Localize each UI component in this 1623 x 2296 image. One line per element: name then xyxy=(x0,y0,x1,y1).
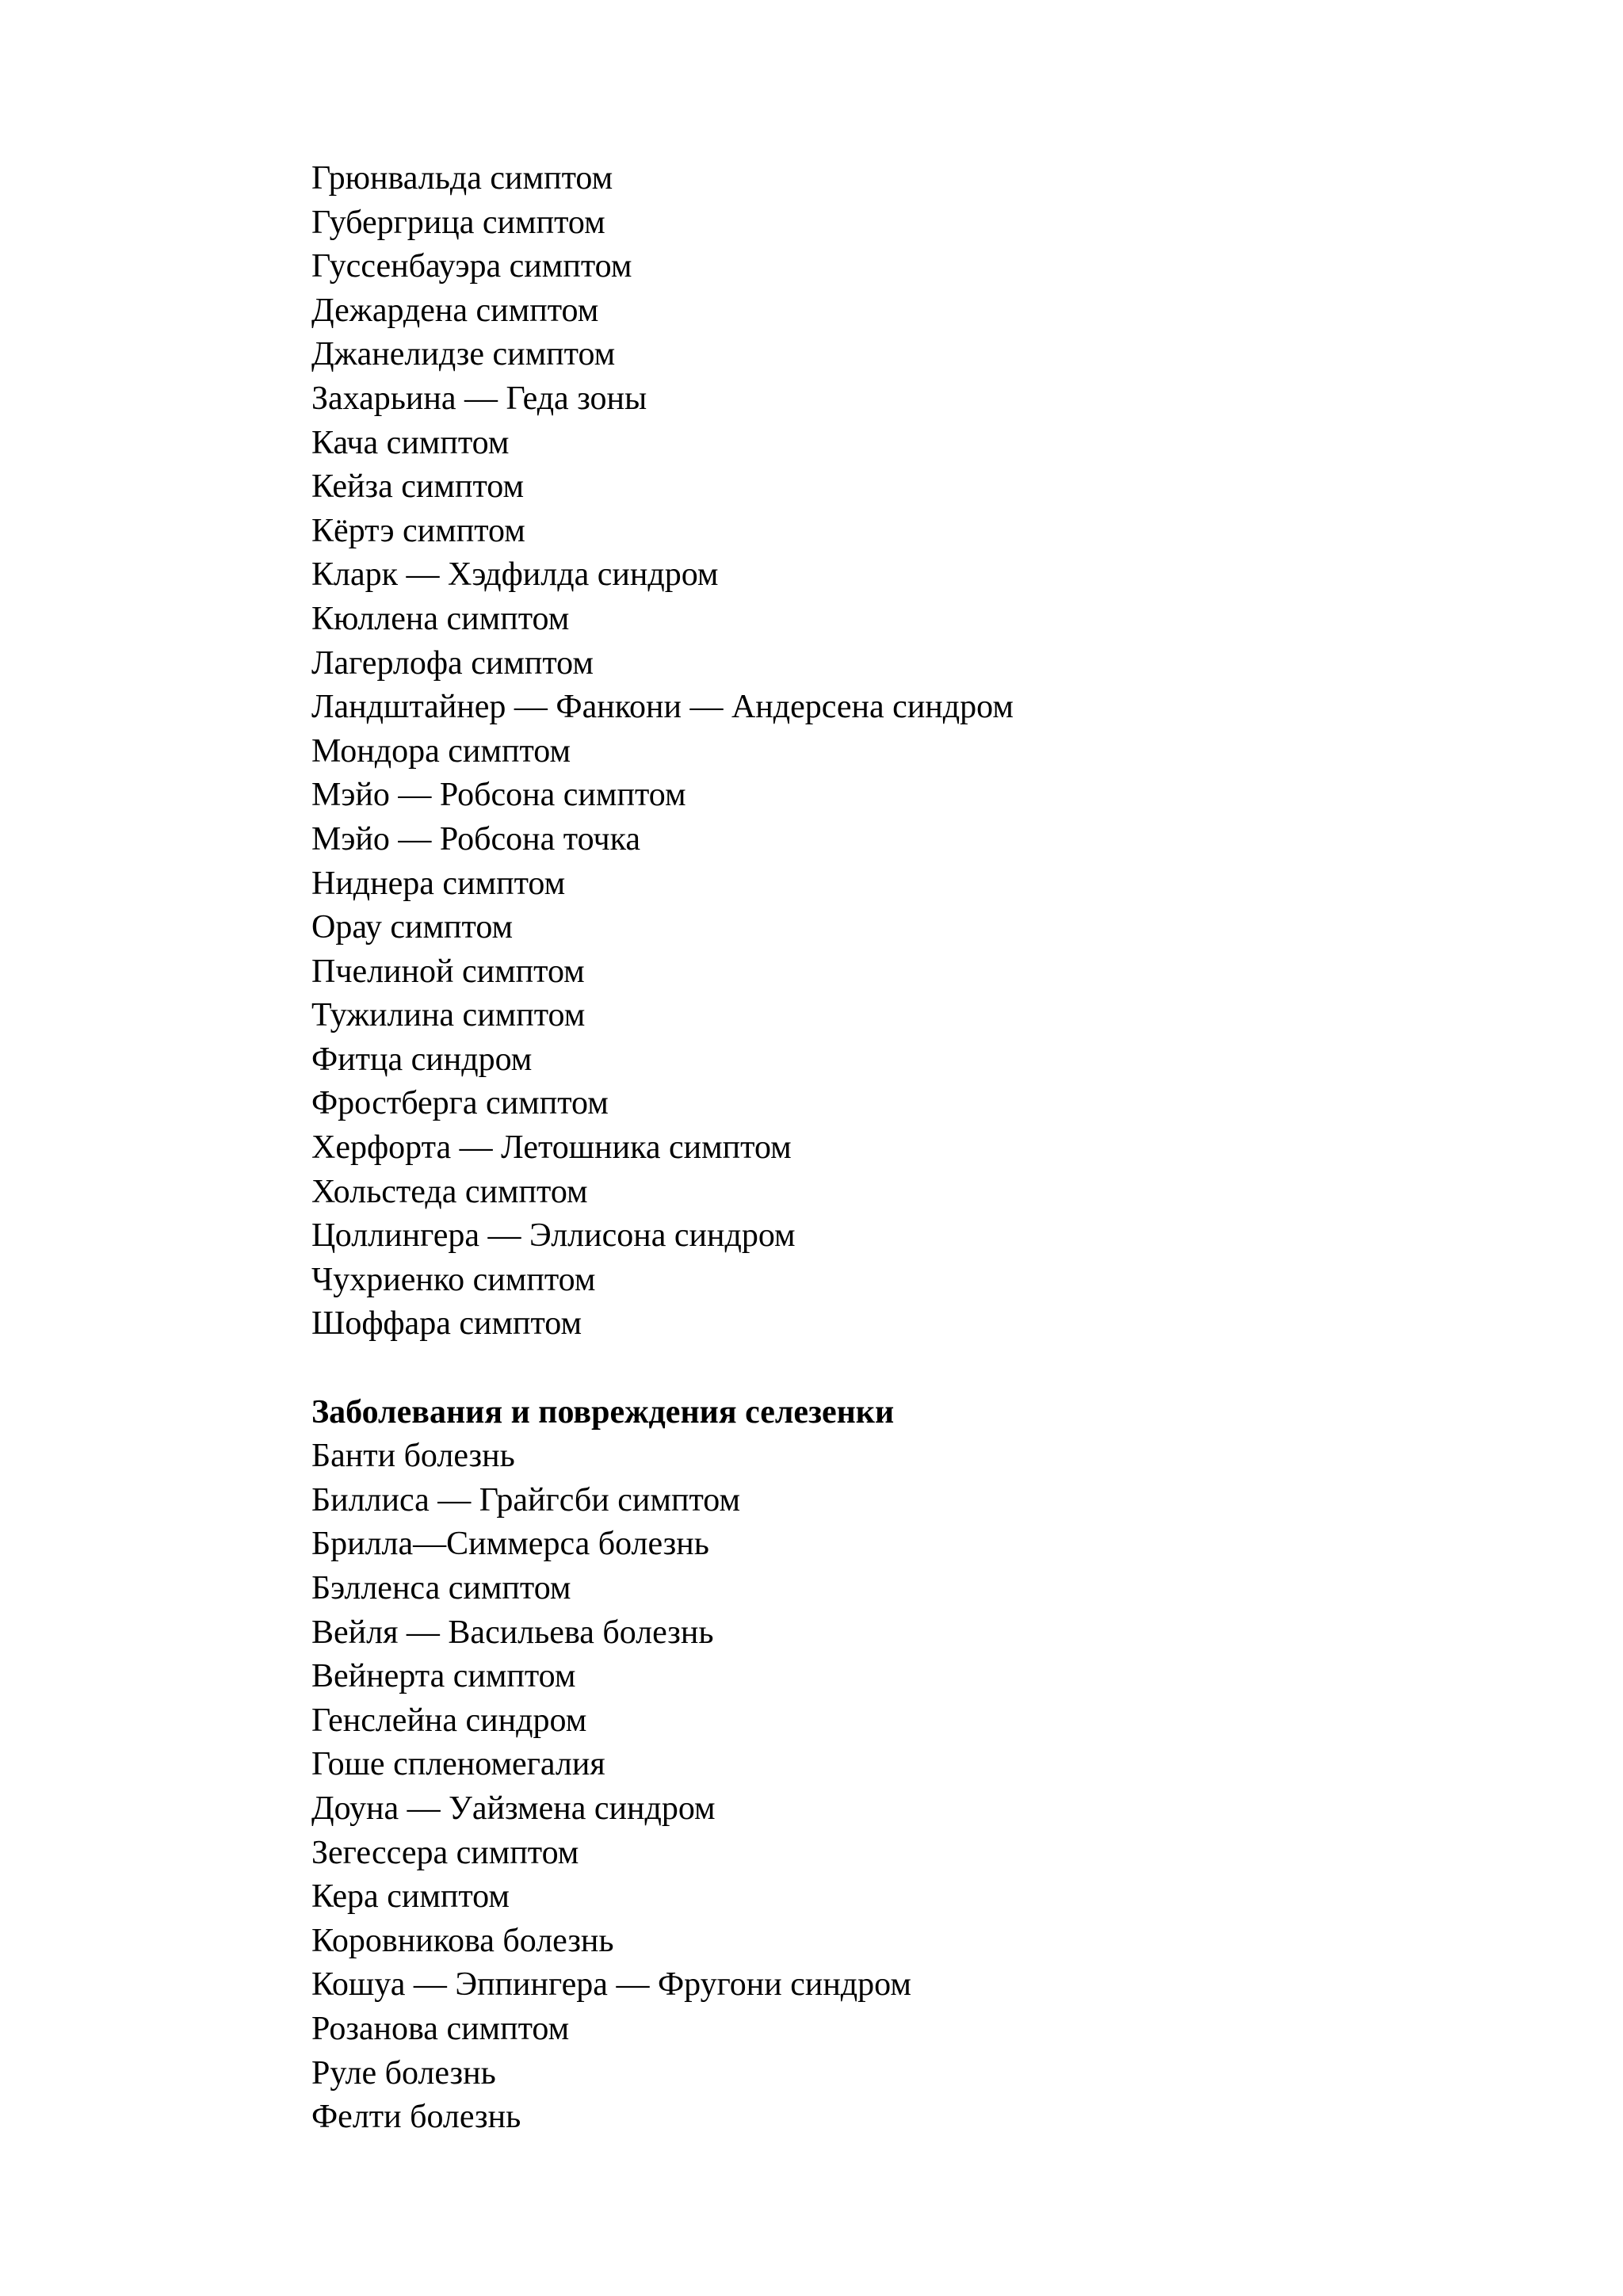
list-item: Гуссенбауэра симптом xyxy=(311,248,632,285)
list-item: Лагерлофа симптом xyxy=(311,644,594,682)
eponym-list-1 xyxy=(311,157,1500,1347)
list-item: Мондора симптом xyxy=(311,732,571,770)
list-item: Коровникова болезнь xyxy=(311,1922,614,1959)
list-item: Грюнвальда симптом xyxy=(311,160,613,197)
list-item: Ниднера симптом xyxy=(311,865,566,902)
list-item: Фитца синдром xyxy=(311,1041,533,1078)
list-item: Доуна — Уайзмена синдром xyxy=(311,1790,716,1827)
list-item: Фелти болезнь xyxy=(311,2099,521,2136)
list-item: Гоше спленомегалия xyxy=(311,1746,605,1783)
list-item: Кларк — Хэдфилда синдром xyxy=(311,556,719,594)
document-content xyxy=(311,157,1500,2140)
list-item: Ландштайнер — Фанкони — Андерсена синдром xyxy=(311,689,1014,726)
list-item: Херфорта — Летошника симптом xyxy=(311,1129,792,1167)
list-item: Вейнерта симптом xyxy=(311,1658,576,1695)
list-item: Чухриенко симптом xyxy=(311,1261,596,1298)
list-item: Орау симптом xyxy=(311,909,514,946)
list-item: Кошуа — Эппингера — Фругони синдром xyxy=(311,1966,911,2004)
list-item: Биллиса — Грайгсби симптом xyxy=(311,1481,741,1519)
section-heading-spleen: Заболевания и повреждения селезенки xyxy=(311,1393,895,1431)
list-item: Кера симптом xyxy=(311,1878,510,1916)
list-item: Шоффара симптом xyxy=(311,1305,582,1343)
eponym-list-spleen xyxy=(311,1435,1500,2140)
list-item: Кача симптом xyxy=(311,424,510,461)
list-item: Дежардена симптом xyxy=(311,292,599,329)
list-item: Кюллена симптом xyxy=(311,600,570,637)
list-item: Розанова симптом xyxy=(311,2010,570,2047)
list-item: Хольстеда симптом xyxy=(311,1173,588,1210)
list-item: Вейля — Васильева болезнь xyxy=(311,1614,714,1651)
list-item: Брилла—Симмерса болезнь xyxy=(311,1526,709,1563)
list-item: Генслейна синдром xyxy=(311,1702,587,1739)
list-item: Мэйо — Робсона симптом xyxy=(311,777,686,814)
list-item: Мэйо — Робсона точка xyxy=(311,820,641,858)
list-item: Пчелиной симптом xyxy=(311,953,585,990)
blank-line xyxy=(311,1347,1500,1391)
list-item: Кёртэ симптом xyxy=(311,512,525,549)
list-item: Кейза симптом xyxy=(311,468,525,506)
list-item: Захарьина — Геда зоны xyxy=(311,380,647,417)
list-item: Бэлленса симптом xyxy=(311,1570,571,1606)
list-item: Губергрица симптом xyxy=(311,204,605,241)
list-item: Тужилина симптом xyxy=(311,997,586,1034)
list-item: Руле болезнь xyxy=(311,2054,496,2092)
list-item: Цоллингера — Эллисона синдром xyxy=(311,1217,796,1255)
list-item: Джанелидзе симптом xyxy=(311,336,616,373)
list-item: Банти болезнь xyxy=(311,1438,515,1475)
list-item: Фростберга симптом xyxy=(311,1085,609,1122)
list-item: Зегессера симптом xyxy=(311,1834,579,1871)
